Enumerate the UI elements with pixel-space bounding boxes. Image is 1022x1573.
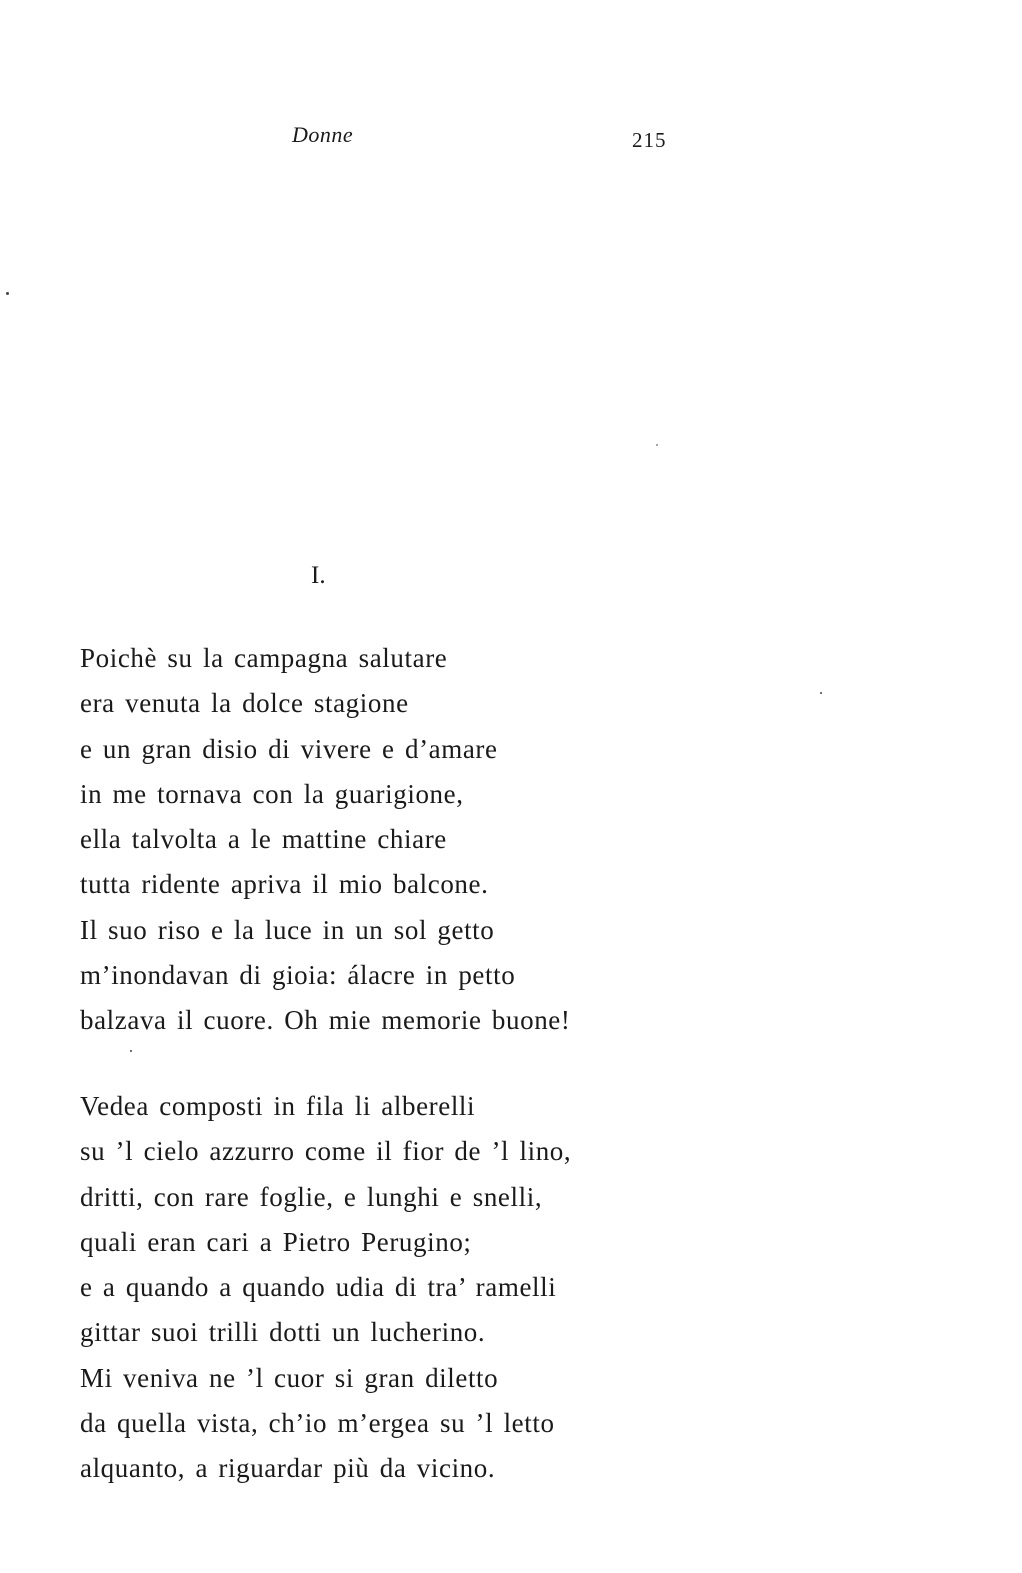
verse-line: gittar suoi trilli dotti un lucherino. <box>80 1317 486 1348</box>
verse-line: e a quando a quando udia di tra’ ramelli <box>80 1272 557 1303</box>
verse-line: su ’l cielo azzurro come il fior de ’l lino, <box>80 1136 572 1167</box>
scan-speck <box>6 292 9 295</box>
verse-line: Il suo riso e la luce in un sol getto <box>80 914 495 945</box>
verse-line: tutta ridente apriva il mio balcone. <box>80 869 489 900</box>
section-numeral: I. <box>311 562 326 589</box>
scan-speck <box>656 444 658 446</box>
verse-line: quali eran cari a Pietro Perugino; <box>80 1226 472 1257</box>
verse-line: da quella vista, ch’io m’ergea su ’l letto <box>80 1408 555 1439</box>
stanza <box>80 636 570 1044</box>
running-head <box>0 118 1022 158</box>
page-number: 215 <box>632 128 667 152</box>
verse-line: Poichè su la campagna salutare <box>80 643 448 673</box>
verse-line: ella talvolta a le mattine chiare <box>80 824 447 855</box>
scan-speck <box>130 1050 132 1052</box>
verse-line: dritti, con rare foglie, e lunghi e snelli, <box>80 1181 543 1212</box>
verse-line: Mi veniva ne ’l cuor si gran diletto <box>80 1362 499 1393</box>
verse-line: era venuta la dolce stagione <box>80 688 409 719</box>
verse-line: m’inondavan di gioia: álacre in petto <box>80 960 516 991</box>
stanza <box>80 1084 571 1492</box>
verse-line: e un gran disio di vivere e d’amare <box>80 733 498 764</box>
verse-line: alquanto, a riguardar più da vicino. <box>80 1453 496 1484</box>
verse-line: balzava il cuore. Oh mie memorie buone! <box>80 1005 571 1036</box>
scan-speck <box>820 692 822 694</box>
running-title: Donne <box>292 122 354 147</box>
verse-line: in me tornava con la guarigione, <box>80 778 464 809</box>
verse-line: Vedea composti in fila li alberelli <box>80 1091 476 1121</box>
